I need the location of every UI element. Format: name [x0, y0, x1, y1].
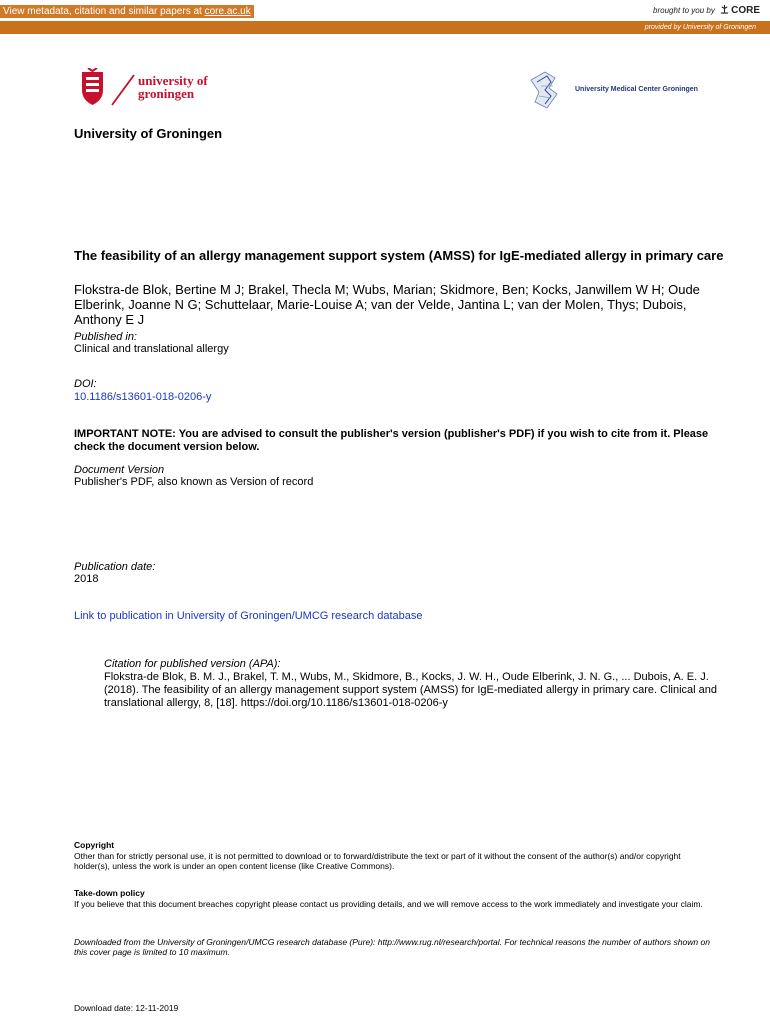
downloaded-from-text: Downloaded from the University of Groningen/UMCG research database (Pure): http://www.rug.nl/research/portal. For technical reasons the number of authors shown on this cover page is limited to 10 maximum.: [74, 937, 710, 957]
institution-name: University of Groningen: [74, 126, 223, 141]
brought-by-text: brought to you by: [653, 6, 715, 15]
umcg-wordmark: University Medical Center Groningen: [575, 86, 698, 93]
rug-crest-icon: [80, 68, 105, 106]
doi-link[interactable]: 10.1186/s13601-018-0206-y: [74, 391, 212, 403]
paper-title: The feasibility of an allergy management support system (AMSS) for IgE-mediated allergy in primary care: [74, 248, 724, 263]
core-ac-uk-link[interactable]: core.ac.uk: [204, 6, 251, 17]
core-label[interactable]: CORE: [731, 5, 760, 16]
core-brought-by: [653, 5, 760, 17]
citation-block: [104, 658, 724, 710]
doi-label: DOI:: [74, 378, 97, 390]
provided-by-text: provided by University of Groningen: [644, 24, 756, 31]
published-in-value: Clinical and translational allergy: [74, 343, 229, 355]
core-metadata-text: View metadata, citation and similar papers at: [3, 6, 205, 17]
core-logo-icon: [720, 5, 729, 14]
takedown-text: If you believe that this document breaches copyright please contact us providing details, and we will remove access to the work immediately and investigate your claim.: [74, 899, 703, 909]
important-note: IMPORTANT NOTE: You are advised to consult the publisher's version (publisher's PDF) if you wish to cite from it. Please check the document version below.: [74, 428, 709, 453]
citation-label: Citation for published version (APA):: [104, 658, 281, 670]
publication-date-value: 2018: [74, 573, 99, 585]
rug-slash-icon: [110, 74, 136, 106]
core-provided-strip: [0, 21, 770, 34]
rug-wordmark-line1: university of: [138, 73, 208, 88]
publication-date-label: Publication date:: [74, 561, 156, 573]
umcg-logo: [527, 68, 707, 112]
core-banner: [0, 0, 770, 21]
paper-authors: Flokstra-de Blok, Bertine M J; Brakel, Thecla M; Wubs, Marian; Skidmore, Ben; Kocks, Janwillem W H; Oude Elberink, Joanne N G; Schuttelaar, Marie-Louise A; van der Velde, Jantina L; van der Molen, Thys; Dubois, Anthony E J: [74, 282, 700, 327]
rug-wordmark-line2: groningen: [138, 86, 195, 101]
rug-logo: [80, 68, 230, 110]
takedown-heading: Take-down policy: [74, 888, 145, 898]
document-version-value: Publisher's PDF, also known as Version of record: [74, 476, 314, 488]
citation-text: Flokstra-de Blok, B. M. J., Brakel, T. M., Wubs, M., Skidmore, B., Kocks, J. W. H., Oude Elberink, J. N. G., ... Dubois, A. E. J. (2018). The feasibility of an allergy management support system (AMSS) for IgE-mediated allergy in primary care. Clinical and translational allergy, 8, [18]. https://doi.org/10.1186/s13601-018-0206-y: [104, 671, 718, 709]
copyright-text: Other than for strictly personal use, it is not permitted to download or to forward/distribute the text or part of it without the consent of the author(s) and/or copyright holder(s), unless the work is under an open content license (like Creative Commons).: [74, 851, 681, 871]
umcg-emblem-icon: [527, 68, 571, 112]
document-version-label: Document Version: [74, 464, 165, 476]
core-metadata-link[interactable]: [0, 5, 254, 18]
copyright-heading: Copyright: [74, 840, 115, 850]
download-date: Download date: 12-11-2019: [74, 1003, 179, 1013]
database-publication-link[interactable]: Link to publication in University of Groningen/UMCG research database: [74, 610, 423, 622]
rug-wordmark: [138, 74, 208, 100]
published-in-label: Published in:: [74, 331, 137, 343]
